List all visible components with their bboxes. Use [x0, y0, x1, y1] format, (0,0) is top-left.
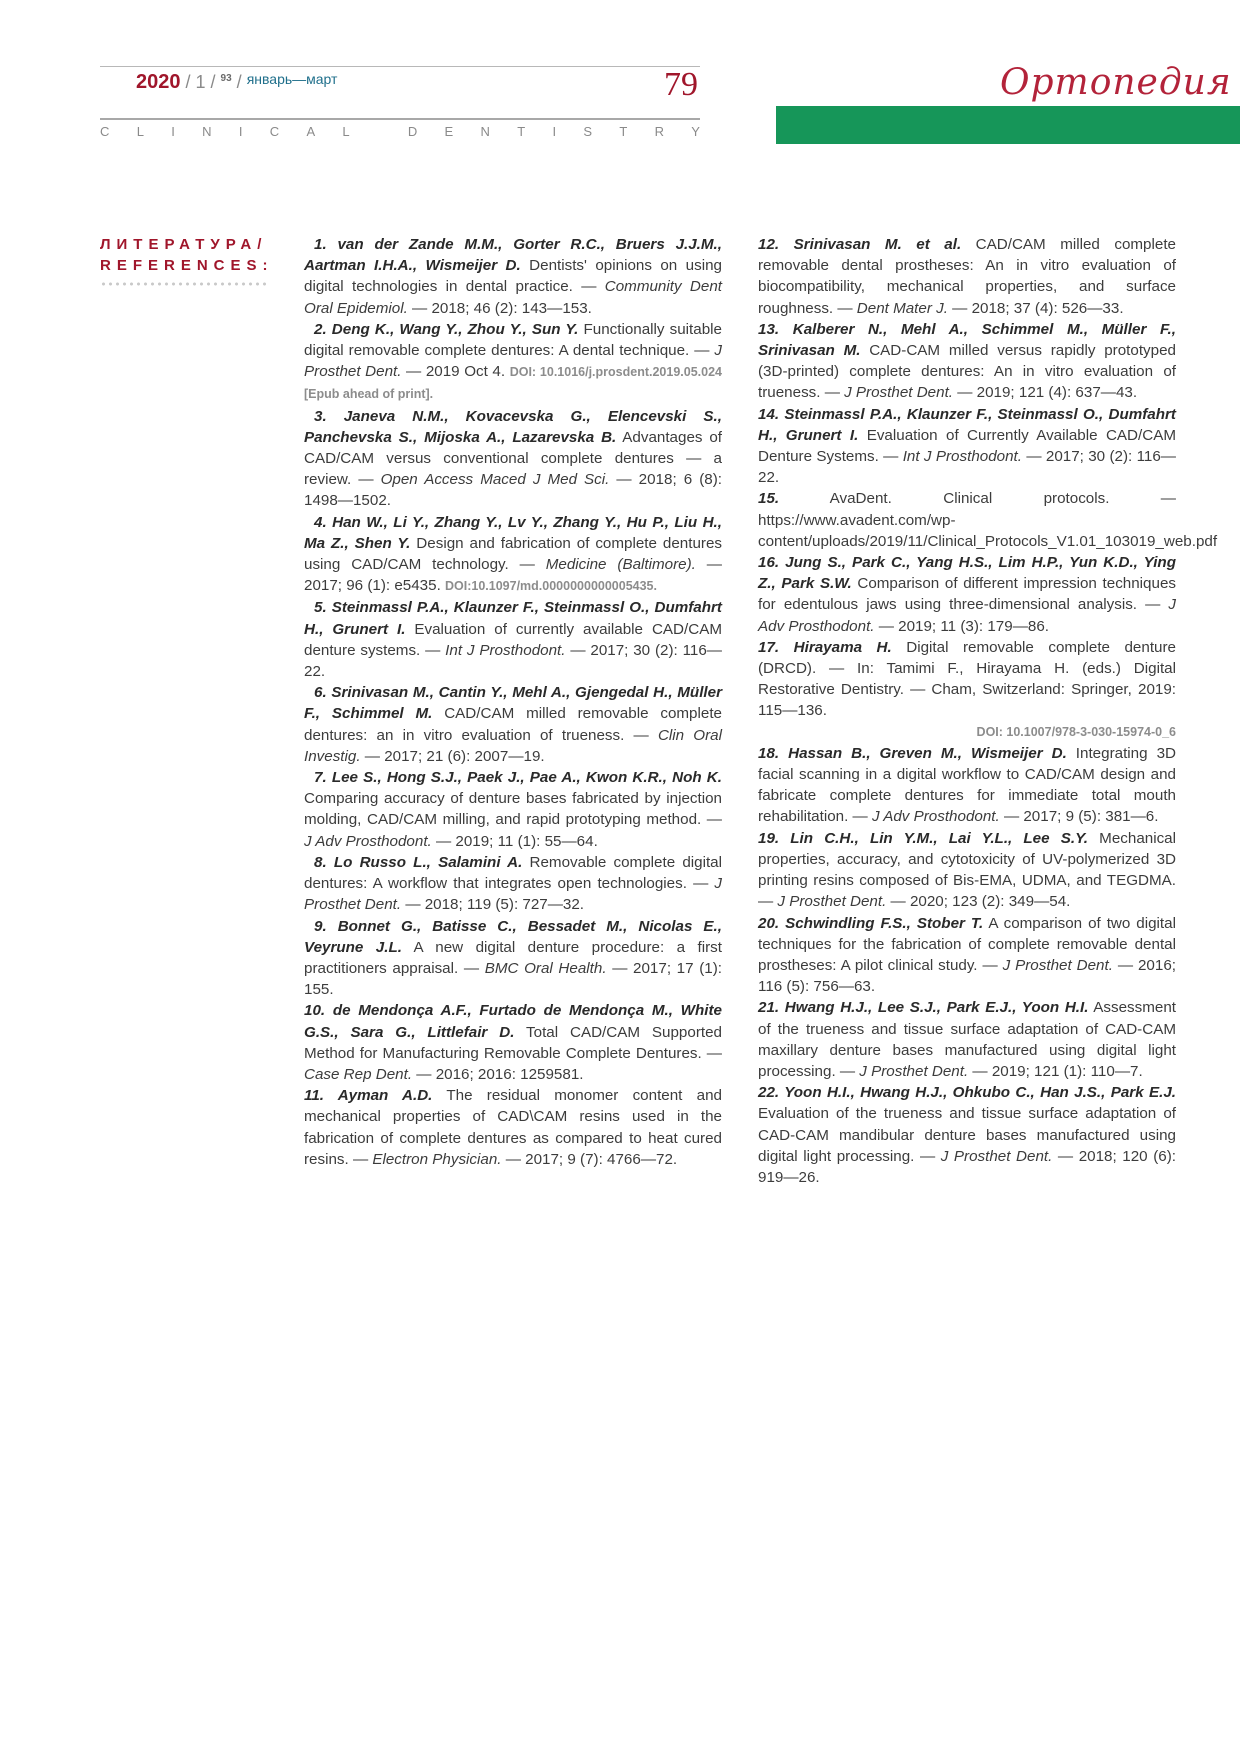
section-title: Ортопедия — [1000, 62, 1232, 103]
reference-title: Design and fabrication of complete dentures using CAD/CAM technology. — — [304, 534, 722, 574]
journal-letter: Y — [691, 124, 700, 139]
issue-months: январь—март — [246, 71, 338, 87]
reference-author-list: Janeva N.M., Kovacevska G., Elencevski S., Panchevska S., Mijoska A., Lazarevska B. — [304, 407, 722, 446]
reference-title: The residual monomer content and mechanical properties of CAD\CAM resins used in the fabrication of complete dentures as compared to heat cured resins. — — [304, 1087, 722, 1168]
reference-item — [304, 1085, 722, 1170]
issue-year: 2020 — [136, 71, 181, 93]
reference-number: 2. — [314, 320, 327, 338]
reference-details: — 2016; 2016: 1259581. — [412, 1065, 584, 1083]
reference-journal: J Adv Prosthodont. — [758, 596, 1176, 635]
reference-details: — 2017; 17 (1): 155. — [304, 959, 723, 999]
reference-item — [758, 319, 1176, 404]
reference-journal: J Adv Prosthodont. — [304, 832, 432, 850]
reference-details: — 2017; 21 (6): 2007—19. — [360, 747, 545, 765]
reference-item — [304, 597, 722, 682]
reference-journal: Dent Mater J. — [856, 299, 948, 317]
reference-title: CAD/CAM milled removable complete dentures: an in vitro evaluation of trueness. — — [304, 705, 722, 744]
reference-number: 22. — [758, 1084, 780, 1102]
reference-author-list: Han W., Li Y., Zhang Y., Lv Y., Zhang Y., Hu P., Liu H., Ma Z., Shen Y. — [304, 513, 722, 552]
reference-details: — 2020; 123 (2): 349—54. — [886, 893, 1071, 911]
reference-author-list: Lo Russo L., Salamini A. — [333, 853, 523, 871]
reference-number: 6. — [314, 684, 327, 702]
journal-letter: I — [238, 124, 243, 139]
reference-details: — 2018; 37 (4): 526—33. — [947, 299, 1124, 317]
reference-details: — 2017; 96 (1): e5435. — [304, 556, 722, 595]
references-heading-ru: ЛИТЕРАТУРА/ — [100, 236, 268, 253]
reference-title: Removable complete digital dentures: A workflow that integrates open technologies. — — [304, 853, 722, 893]
journal-letter: R — [654, 124, 664, 139]
reference-details: — 2018; 46 (2): 143—153. — [407, 299, 592, 317]
reference-journal: Int J Prosthodont. — [902, 448, 1022, 466]
reference-details: — 2018; 6 (8): 1498—1502. — [304, 471, 722, 510]
reference-item — [758, 997, 1176, 1082]
section-color-bar — [776, 106, 1240, 144]
reference-journal: J Prosthet Dent. — [940, 1147, 1053, 1165]
reference-authors — [304, 1087, 432, 1104]
reference-details: — 2019; 11 (1): 55—64. — [431, 832, 598, 850]
reference-number: 1. — [314, 236, 327, 253]
reference-title: Total CAD/CAM Supported Method for Manufacturing Removable Complete Dentures. — — [304, 1023, 722, 1062]
references-heading — [100, 234, 274, 276]
reference-number: 9. — [314, 917, 327, 935]
reference-authors — [758, 236, 961, 253]
reference-item — [304, 234, 722, 319]
reference-doi: DOI:10.1097/md.0000000000005435. — [445, 579, 657, 594]
journal-letter: I — [171, 124, 175, 139]
reference-journal: Open Access Maced J Med Sci. — [380, 471, 610, 489]
journal-letter: C — [269, 124, 280, 139]
reference-author-list: Ayman A.D. — [337, 1087, 433, 1105]
reference-title: Advantages of CAD/CAM versus conventional complete dentures — a review. — — [304, 428, 723, 489]
journal-letter: D — [407, 124, 418, 139]
reference-author-list: Hassan B., Greven M., Wismeijer D. — [788, 744, 1067, 762]
reference-number: 4. — [314, 513, 327, 531]
reference-title: CAD-CAM milled versus rapidly prototyped (3D-printed) complete dentures: An in vitro evaluation of trueness. — — [758, 342, 1176, 402]
reference-author-list: Hirayama H. — [793, 638, 892, 656]
reference-title: Evaluation of Currently Available CAD/CAM Denture Systems. — — [758, 426, 1176, 466]
reference-details: — 2017; 9 (5): 381—6. — [999, 808, 1159, 826]
reference-item — [758, 637, 1176, 743]
reference-number: 12. — [758, 236, 780, 253]
reference-author-list: Srinivasan M. et al. — [793, 236, 962, 253]
reference-author-list: Jung S., Park C., Yang H.S., Lim H.P., Yun K.D., Ying Z., Park S.W. — [758, 554, 1176, 593]
reference-authors — [314, 769, 722, 786]
reference-author-list: van der Zande M.M., Gorter R.C., Bruers J.J.M., Aartman I.H.A., Wismeijer D. — [304, 236, 722, 275]
reference-number: 21. — [758, 999, 780, 1017]
reference-title: Integrating 3D facial scanning in a digital workflow to CAD/CAM design and fabricate complete dentures for immediate total mouth rehabilitation. — — [758, 744, 1176, 826]
reference-author-list: Deng K., Wang Y., Zhou Y., Sun Y. — [331, 320, 579, 338]
issue-info: 2020 / 1 / $^{93}$ / $^{январь—март}$ — [136, 71, 338, 93]
reference-number: 17. — [758, 638, 780, 656]
reference-journal: Community Dent Oral Epidemiol. — [304, 278, 722, 317]
journal-letter: T — [619, 124, 628, 139]
reference-number: 13. — [758, 320, 780, 338]
references-heading-en: REFERENCES: — [100, 257, 274, 274]
reference-journal: J Adv Prosthodont. — [871, 808, 1000, 826]
journal-letter: L — [136, 124, 144, 139]
reference-item — [304, 512, 722, 598]
page-number: 79 — [664, 66, 698, 103]
journal-letter: E — [444, 124, 454, 139]
reference-title: Evaluation of the trueness and tissue surface adaptation of CAD-CAM mandibular denture bases manufactured using digital light processing. — — [758, 1105, 1176, 1165]
reference-title: AvaDent. Clinical protocols. — https://www.avadent.com/wp-content/uploads/2019/11/Clinical_Protocols_V1.01_103019_web.pdf — [758, 490, 1218, 550]
reference-item — [304, 916, 722, 1001]
reference-details: — 2019 Oct 4. — [401, 363, 510, 381]
reference-number: 15. — [758, 490, 780, 508]
references-column-left — [304, 234, 722, 1170]
journal-letter: C — [100, 124, 110, 139]
reference-details: — 2016; 116 (5): 756—63. — [758, 956, 1176, 996]
reference-author-list: Steinmassl P.A., Klaunzer F., Steinmassl O., Dumfahrt H., Grunert I. — [304, 599, 722, 638]
reference-number: 19. — [758, 829, 780, 847]
reference-item — [304, 1000, 722, 1085]
reference-details: — 2017; 9 (7): 4766—72. — [501, 1150, 678, 1168]
reference-item — [758, 552, 1176, 637]
reference-journal: Medicine (Baltimore). — [545, 556, 696, 574]
journal-letter: N — [480, 124, 490, 139]
reference-number: 14. — [758, 405, 780, 423]
reference-item — [304, 319, 722, 406]
reference-author-list: Kalberer N., Mehl A., Schimmel M., Müller F., Srinivasan M. — [758, 320, 1176, 360]
reference-number: 5. — [314, 599, 327, 617]
reference-details: — 2019; 11 (3): 179—86. — [874, 617, 1049, 635]
reference-title: Mechanical properties, accuracy, and cytotoxicity of UV-polymerized 3D printing resins composed of Bis-EMA, UDMA, and TEGDMA. — — [758, 829, 1176, 911]
header-rule-bottom — [100, 118, 700, 120]
journal-name — [100, 124, 700, 139]
reference-authors — [758, 999, 1088, 1016]
reference-details: — 2019; 121 (4): 637—43. — [953, 384, 1138, 402]
reference-number: 8. — [314, 853, 327, 871]
reference-details: — 2018; 120 (6): 919—26. — [758, 1147, 1176, 1186]
reference-title: A new digital denture procedure: a first practitioners appraisal. — — [304, 938, 722, 977]
reference-item — [758, 1082, 1176, 1188]
reference-item — [304, 852, 722, 916]
reference-title: CAD/CAM milled complete removable dental prostheses: An in vitro evaluation of biocompatibility, mechanical properties, and surface roughness. — — [758, 236, 1176, 317]
reference-authors — [758, 1084, 1176, 1101]
reference-journal: J Prosthet Dent. — [304, 875, 722, 914]
reference-authors — [314, 854, 522, 871]
journal-letter: T — [517, 124, 526, 139]
dotted-divider — [100, 282, 268, 286]
reference-journal: J Prosthet Dent. — [777, 893, 887, 911]
reference-number: 7. — [314, 769, 327, 787]
reference-authors — [314, 321, 578, 338]
journal-letter: I — [552, 124, 557, 139]
reference-title: Evaluation of currently available CAD/CAM denture systems. — — [304, 620, 722, 659]
reference-number: 10. — [304, 1002, 326, 1020]
reference-item — [304, 406, 722, 512]
reference-authors — [758, 915, 983, 932]
reference-title: Comparing accuracy of denture bases fabricated by injection molding, CAD/CAM milling, and rapid prototyping method. — — [304, 790, 722, 829]
journal-letter: S — [583, 124, 593, 139]
reference-item — [758, 913, 1176, 998]
reference-number: 11. — [304, 1087, 324, 1105]
reference-title: Digital removable complete denture (DRCD). — In: Tamimi F., Hirayama H. (eds.) Digital Restorative Dentistry. — Cham, Switzerland: Springer, 2019: 115—136. — [758, 638, 1176, 720]
reference-title: Functionally suitable digital removable complete dentures: A dental technique. — — [304, 320, 722, 360]
reference-author-list: de Mendonça A.F., Furtado de Mendonça M., White G.S., Sara G., Littlefair D. — [304, 1002, 722, 1041]
reference-authors — [758, 639, 892, 656]
reference-author-list: Steinmassl P.A., Klaunzer F., Steinmassl O., Dumfahrt H., Grunert I. — [758, 405, 1176, 444]
reference-number: 3. — [314, 407, 327, 425]
reference-journal: BMC Oral Health. — [484, 959, 607, 977]
reference-journal: Case Rep Dent. — [304, 1065, 413, 1083]
reference-journal: J Prosthet Dent. — [844, 384, 954, 402]
reference-author-list: Yoon H.I., Hwang H.J., Ohkubo C., Han J.S., Park E.J. — [784, 1084, 1176, 1102]
journal-letter: A — [306, 124, 316, 139]
reference-number: 18. — [758, 744, 780, 762]
reference-item — [758, 488, 1218, 552]
reference-authors — [758, 490, 779, 507]
reference-details: — 2017; 30 (2): 116—22. — [304, 641, 722, 681]
journal-letter — [377, 124, 381, 139]
issue-number: 1 — [195, 72, 206, 92]
reference-journal: J Prosthet Dent. — [859, 1062, 969, 1080]
reference-title: A comparison of two digital techniques for the fabrication of complete removable dental prostheses: A pilot clinical study. — — [758, 914, 1176, 974]
reference-item — [758, 234, 1176, 319]
reference-author-list: Lin C.H., Lin Y.M., Lai Y.L., Lee S.Y. — [790, 829, 1089, 847]
reference-item — [304, 767, 722, 852]
references-column-right — [758, 234, 1218, 1188]
reference-journal: Int J Prosthodont. — [445, 641, 566, 659]
reference-journal: J Prosthet Dent. — [1002, 956, 1113, 974]
header-rule-top — [100, 66, 700, 67]
reference-details: — 2019; 121 (1): 110—7. — [968, 1062, 1143, 1080]
reference-authors — [758, 830, 1088, 847]
reference-title: Assessment of the trueness and tissue surface adaptation of CAD-CAM maxillary denture bases manufactured using digital light processing. — — [758, 999, 1176, 1080]
reference-item — [758, 743, 1176, 828]
reference-number: 20. — [758, 914, 780, 932]
reference-journal: J Prosthet Dent. — [304, 342, 722, 381]
reference-title: Comparison of different impression techniques for edentulous jaws using three-dimensional analysis. — — [758, 575, 1176, 614]
reference-journal: Electron Physician. — [372, 1150, 502, 1168]
reference-journal: Clin Oral Investig. — [304, 726, 722, 765]
reference-doi: DOI: 10.1007/978-3-030-15974-0_6 — [976, 724, 1176, 739]
reference-number: 16. — [758, 554, 780, 572]
reference-details: — 2017; 30 (2): 116—22. — [758, 448, 1176, 487]
reference-author-list: Srinivasan M., Cantin Y., Mehl A., Gjengedal H., Müller F., Schimmel M. — [304, 684, 722, 723]
reference-item — [304, 682, 722, 767]
issue-serial: 93 — [220, 73, 232, 84]
journal-letter: L — [342, 124, 350, 139]
reference-author-list: Bonnet G., Batisse C., Bessadet M., Nicolas E., Veyrune J.L. — [304, 917, 722, 956]
reference-item — [758, 404, 1176, 489]
reference-author-list: Lee S., Hong S.J., Paek J., Pae A., Kwon K.R., Noh K. — [331, 769, 722, 787]
reference-doi: DOI: 10.1016/j.prosdent.2019.05.024 [Epub ahead of print]. — [304, 365, 722, 402]
reference-authors — [758, 745, 1067, 762]
reference-author-list: Schwindling F.S., Stober T. — [785, 914, 984, 932]
reference-details: — 2018; 119 (5): 727—32. — [401, 896, 585, 914]
reference-item — [758, 828, 1176, 913]
reference-author-list: Hwang H.J., Lee S.J., Park E.J., Yoon H.I. — [784, 999, 1089, 1017]
reference-title: Dentists' opinions on using digital technologies in dental practice. — — [304, 257, 722, 296]
journal-letter: N — [202, 124, 212, 139]
